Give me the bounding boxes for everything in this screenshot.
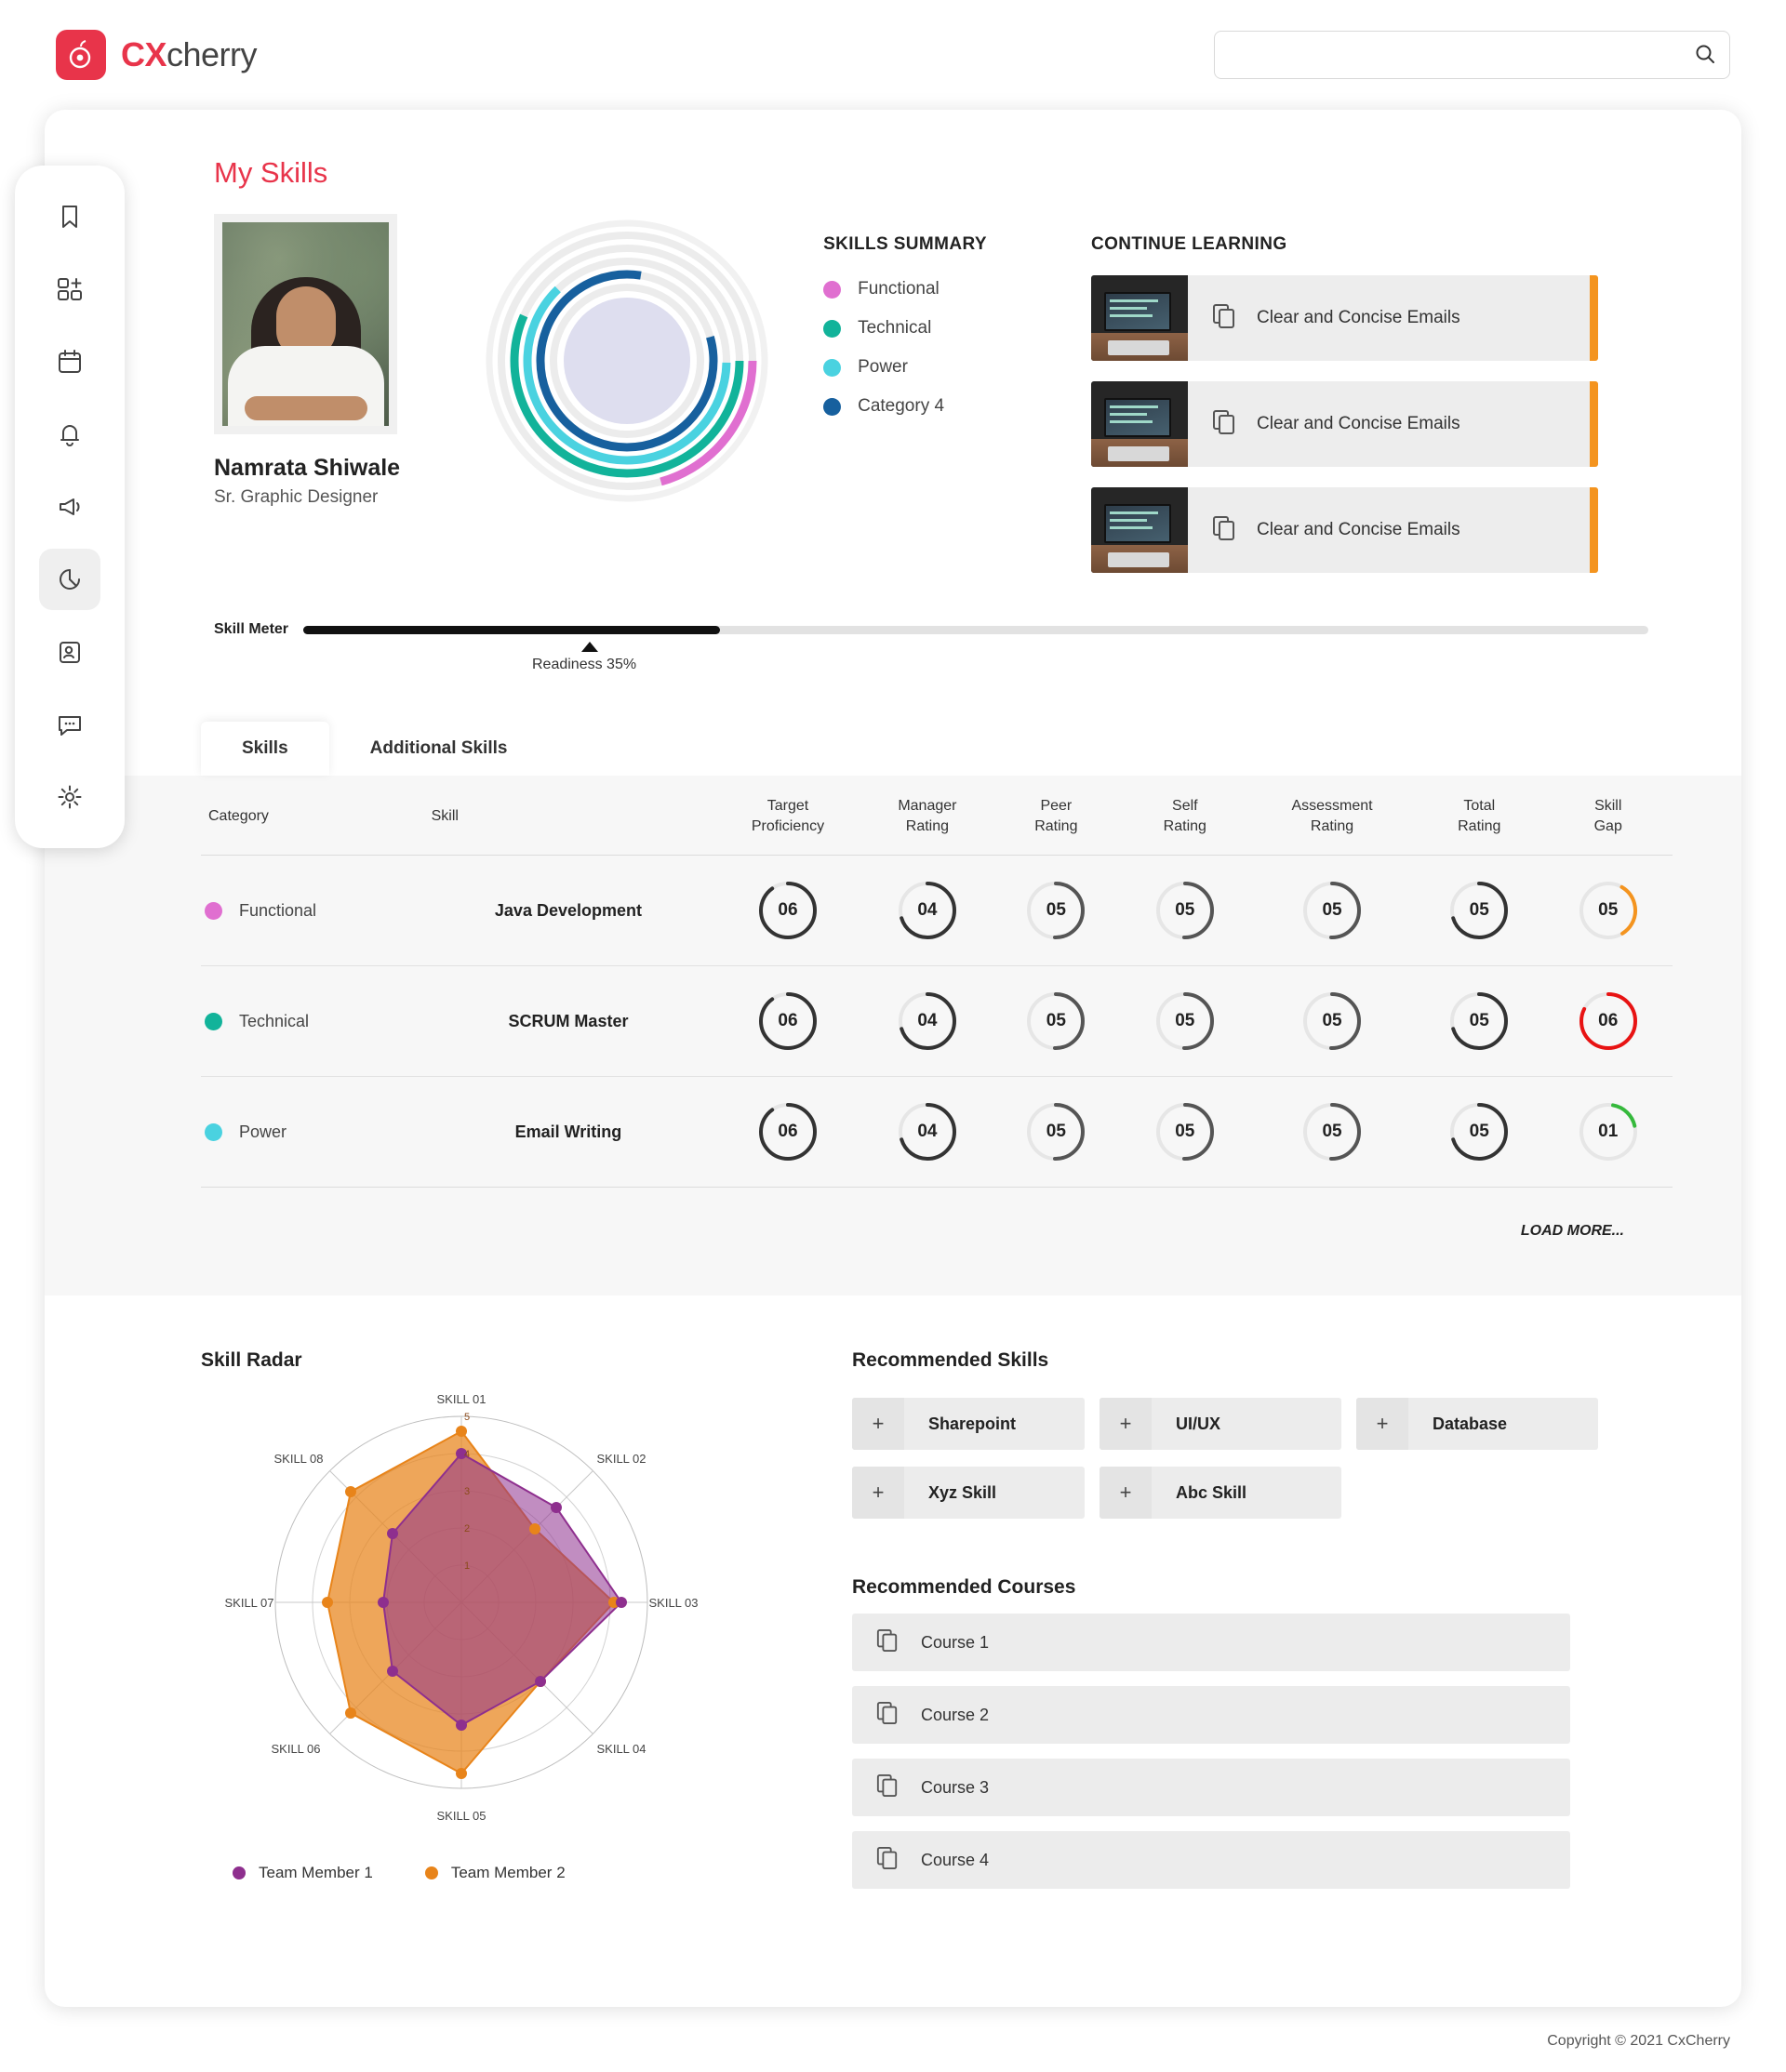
- course-label: Course 3: [921, 1777, 990, 1797]
- legend-item: [425, 1864, 566, 1882]
- category-label: Technical: [239, 1011, 310, 1030]
- cell-category: [201, 856, 424, 966]
- chat-icon: [57, 711, 83, 737]
- load-more-link[interactable]: LOAD MORE...: [1520, 1223, 1624, 1240]
- course-accent-bar: [1590, 487, 1598, 573]
- svg-text:SKILL 07: SKILL 07: [224, 1596, 274, 1611]
- legend-item: [823, 357, 987, 378]
- cell-self: 05: [1121, 856, 1249, 966]
- sidebar-item-bookmark[interactable]: [39, 186, 100, 247]
- sidebar: [15, 166, 125, 848]
- skill-meter: [214, 621, 1648, 638]
- course-thumbnail: [1091, 381, 1188, 467]
- sidebar-item-profile[interactable]: [39, 621, 100, 683]
- svg-text:SKILL 04: SKILL 04: [596, 1742, 646, 1757]
- category-dot: [205, 902, 222, 920]
- page-title: My Skills: [214, 156, 328, 189]
- sidebar-item-skills[interactable]: [39, 549, 100, 610]
- profile-name: Namrata Shiwale: [214, 455, 401, 481]
- skill-radar-chart: [201, 1372, 843, 1832]
- svg-text:SKILL 02: SKILL 02: [596, 1452, 646, 1467]
- document-copy-icon: [876, 1628, 899, 1657]
- recommended-skill-label: Xyz Skill: [928, 1482, 997, 1502]
- legend-item: [233, 1864, 373, 1882]
- cherry-icon: [56, 30, 106, 80]
- list-item[interactable]: [852, 1686, 1570, 1744]
- cell-total: 05: [1415, 966, 1543, 1077]
- profile-role: Sr. Graphic Designer: [214, 487, 379, 507]
- sidebar-item-calendar[interactable]: [39, 331, 100, 392]
- sidebar-item-announcements[interactable]: [39, 476, 100, 538]
- megaphone-icon: [57, 494, 83, 520]
- search-icon: [1695, 44, 1715, 67]
- skills-table: [201, 776, 1673, 1188]
- svg-text:1: 1: [463, 1561, 471, 1573]
- skill-radar: [201, 1349, 843, 1889]
- id-card-icon: [58, 639, 82, 665]
- svg-text:SKILL 01: SKILL 01: [436, 1392, 486, 1407]
- recommended-skill-chip[interactable]: [852, 1398, 1085, 1450]
- cell-assessment: 05: [1249, 856, 1415, 966]
- svg-text:SKILL 05: SKILL 05: [436, 1809, 486, 1824]
- cell-skill-gap: 05: [1543, 856, 1673, 966]
- list-item[interactable]: [852, 1614, 1570, 1671]
- recommended-skills-heading: Recommended Skills: [852, 1349, 1049, 1372]
- recommended-skill-label: Database: [1433, 1414, 1508, 1433]
- sidebar-item-notifications[interactable]: [39, 404, 100, 465]
- col-target-proficiency: Target Proficiency: [713, 776, 862, 856]
- col-peer-rating: Peer Rating: [992, 776, 1120, 856]
- list-item[interactable]: [852, 1831, 1570, 1889]
- legend-label: Functional: [858, 279, 940, 299]
- category-dot: [205, 1123, 222, 1141]
- skill-meter-caption: [214, 644, 1648, 681]
- cell-category: [201, 966, 424, 1077]
- recommended-skill-chip[interactable]: [852, 1467, 1085, 1519]
- cell-total: 05: [1415, 856, 1543, 966]
- cell-total: 05: [1415, 1077, 1543, 1188]
- cell-assessment: 05: [1249, 1077, 1415, 1188]
- course-accent-bar: [1590, 275, 1598, 361]
- svg-text:4: 4: [463, 1449, 471, 1461]
- cell-skill-gap: 01: [1543, 1077, 1673, 1188]
- course-title: Clear and Concise Emails: [1257, 308, 1460, 327]
- readiness-marker: [581, 642, 598, 652]
- svg-text:SKILL 03: SKILL 03: [648, 1596, 699, 1611]
- legend-label: Power: [858, 357, 908, 377]
- recommended-skill-chip[interactable]: [1100, 1467, 1341, 1519]
- avatar: [214, 214, 397, 434]
- cell-self: 05: [1121, 966, 1249, 1077]
- pie-chart-icon: [57, 566, 83, 592]
- category-label: Power: [239, 1122, 287, 1141]
- skill-radar-legend: [233, 1864, 843, 1882]
- cell-manager: 04: [863, 966, 992, 1077]
- col-self-rating: Self Rating: [1121, 776, 1249, 856]
- skill-radar-heading: Skill Radar: [201, 1349, 302, 1372]
- svg-text:5: 5: [463, 1412, 471, 1424]
- skills-summary-heading: SKILLS SUMMARY: [823, 234, 987, 254]
- col-skill: Skill: [424, 776, 713, 856]
- cell-target: 06: [713, 856, 862, 966]
- category-label: Functional: [239, 900, 317, 920]
- cell-peer: 05: [992, 966, 1120, 1077]
- col-skill-gap: Skill Gap: [1543, 776, 1673, 856]
- recommended-courses-list: [852, 1614, 1648, 1889]
- recommendations: [843, 1349, 1648, 1889]
- document-copy-icon: [1212, 515, 1236, 546]
- add-skill-icon[interactable]: +: [1100, 1467, 1152, 1519]
- bell-icon: [58, 421, 82, 447]
- footer-copyright: Copyright © 2021 CxCherry: [1547, 2033, 1730, 2049]
- legend-dot: [823, 359, 841, 377]
- lower-section: [177, 1295, 1648, 1889]
- continue-learning-card[interactable]: [1091, 275, 1598, 361]
- add-skill-icon[interactable]: +: [852, 1398, 904, 1450]
- calendar-icon: [58, 349, 82, 375]
- continue-learning-card[interactable]: [1091, 487, 1598, 573]
- legend-label: Team Member 2: [450, 1864, 566, 1882]
- course-title: Clear and Concise Emails: [1257, 520, 1460, 539]
- course-thumbnail: [1091, 487, 1188, 573]
- cell-manager: 04: [863, 1077, 992, 1188]
- table-header-row: [201, 776, 1673, 856]
- table-row[interactable]: [201, 966, 1673, 1077]
- skill-meter-track[interactable]: [303, 626, 1648, 634]
- legend-label: Category 4: [858, 396, 945, 416]
- recommended-skill-chip[interactable]: [1100, 1398, 1341, 1450]
- tab-additional-skills[interactable]: Additional Skills: [369, 738, 508, 758]
- col-manager-rating: Manager Rating: [863, 776, 992, 856]
- recommended-skill-label: UI/UX: [1176, 1414, 1221, 1433]
- cell-self: 05: [1121, 1077, 1249, 1188]
- cell-peer: 05: [992, 856, 1120, 966]
- document-copy-icon: [876, 1773, 899, 1802]
- svg-text:3: 3: [463, 1486, 471, 1498]
- recommended-skill-label: Sharepoint: [928, 1414, 1017, 1433]
- legend-dot: [823, 281, 841, 299]
- add-skill-icon[interactable]: +: [1100, 1398, 1152, 1450]
- bookmark-icon: [58, 204, 82, 230]
- table-row[interactable]: [201, 856, 1673, 966]
- course-label: Course 2: [921, 1705, 990, 1724]
- cell-target: 06: [713, 1077, 862, 1188]
- grid-plus-icon: [57, 276, 83, 302]
- sidebar-item-dashboard[interactable]: [39, 259, 100, 320]
- course-label: Course 1: [921, 1632, 990, 1652]
- document-copy-icon: [876, 1701, 899, 1730]
- document-copy-icon: [1212, 303, 1236, 334]
- svg-text:2: 2: [463, 1523, 471, 1535]
- col-category: Category: [201, 776, 424, 856]
- cell-peer: 05: [992, 1077, 1120, 1188]
- cell-skill-gap: 06: [1543, 966, 1673, 1077]
- legend-item: [823, 279, 987, 299]
- sidebar-item-messages[interactable]: [39, 694, 100, 755]
- legend-dot: [233, 1866, 246, 1879]
- skills-summary-donut: [486, 219, 769, 508]
- recommended-skill-chip[interactable]: [1356, 1398, 1598, 1450]
- col-assessment-rating: Assessment Rating: [1249, 776, 1415, 856]
- recommended-skill-label: Abc Skill: [1176, 1482, 1247, 1502]
- tab-skills[interactable]: Skills: [201, 722, 329, 776]
- legend-item: [823, 396, 987, 417]
- search-button[interactable]: [1681, 32, 1729, 78]
- skill-meter-label: Skill Meter: [214, 621, 289, 637]
- continue-learning-card[interactable]: [1091, 381, 1598, 467]
- sidebar-item-settings[interactable]: [39, 766, 100, 828]
- legend-dot: [823, 398, 841, 416]
- cell-skill: Email Writing: [424, 1077, 713, 1188]
- add-skill-icon[interactable]: +: [1356, 1398, 1408, 1450]
- readiness-text: Readiness 35%: [532, 657, 637, 672]
- legend-label: Technical: [858, 318, 932, 338]
- main-panel: [45, 110, 1741, 2007]
- list-item[interactable]: [852, 1759, 1570, 1816]
- profile-row: [177, 214, 1648, 573]
- cell-target: 06: [713, 966, 862, 1077]
- cell-manager: 04: [863, 856, 992, 966]
- col-total-rating: Total Rating: [1415, 776, 1543, 856]
- cell-skill: Java Development: [424, 856, 713, 966]
- table-row[interactable]: [201, 1077, 1673, 1188]
- legend-item: [823, 318, 987, 339]
- document-copy-icon: [1212, 409, 1236, 440]
- course-thumbnail: [1091, 275, 1188, 361]
- brand-logo[interactable]: [56, 30, 257, 80]
- brand-cx: CX: [121, 35, 167, 73]
- skills-summary: [823, 234, 987, 435]
- skills-summary-legend: [823, 279, 987, 417]
- svg-text:SKILL 08: SKILL 08: [273, 1452, 324, 1467]
- legend-label: Team Member 1: [259, 1864, 373, 1882]
- legend-dot: [425, 1866, 438, 1879]
- course-accent-bar: [1590, 381, 1598, 467]
- brand-cherry: cherry: [167, 35, 258, 73]
- course-label: Course 4: [921, 1850, 990, 1869]
- cell-assessment: 05: [1249, 966, 1415, 1077]
- skills-tabs: [201, 722, 1648, 776]
- continue-learning-heading: CONTINUE LEARNING: [1091, 234, 1287, 254]
- cell-skill: SCRUM Master: [424, 966, 713, 1077]
- legend-dot: [823, 320, 841, 338]
- recommended-skills-list: [852, 1398, 1648, 1519]
- search-bar[interactable]: [1214, 31, 1730, 79]
- add-skill-icon[interactable]: +: [852, 1467, 904, 1519]
- cell-category: [201, 1077, 424, 1188]
- category-dot: [205, 1013, 222, 1030]
- top-bar: [0, 0, 1786, 110]
- svg-text:SKILL 06: SKILL 06: [271, 1742, 321, 1757]
- gear-icon: [57, 784, 83, 810]
- skills-table-panel: [45, 776, 1741, 1295]
- recommended-courses-heading: Recommended Courses: [852, 1576, 1076, 1599]
- document-copy-icon: [876, 1846, 899, 1875]
- course-title: Clear and Concise Emails: [1257, 414, 1460, 433]
- search-input[interactable]: [1215, 46, 1681, 65]
- continue-learning: [1091, 234, 1598, 573]
